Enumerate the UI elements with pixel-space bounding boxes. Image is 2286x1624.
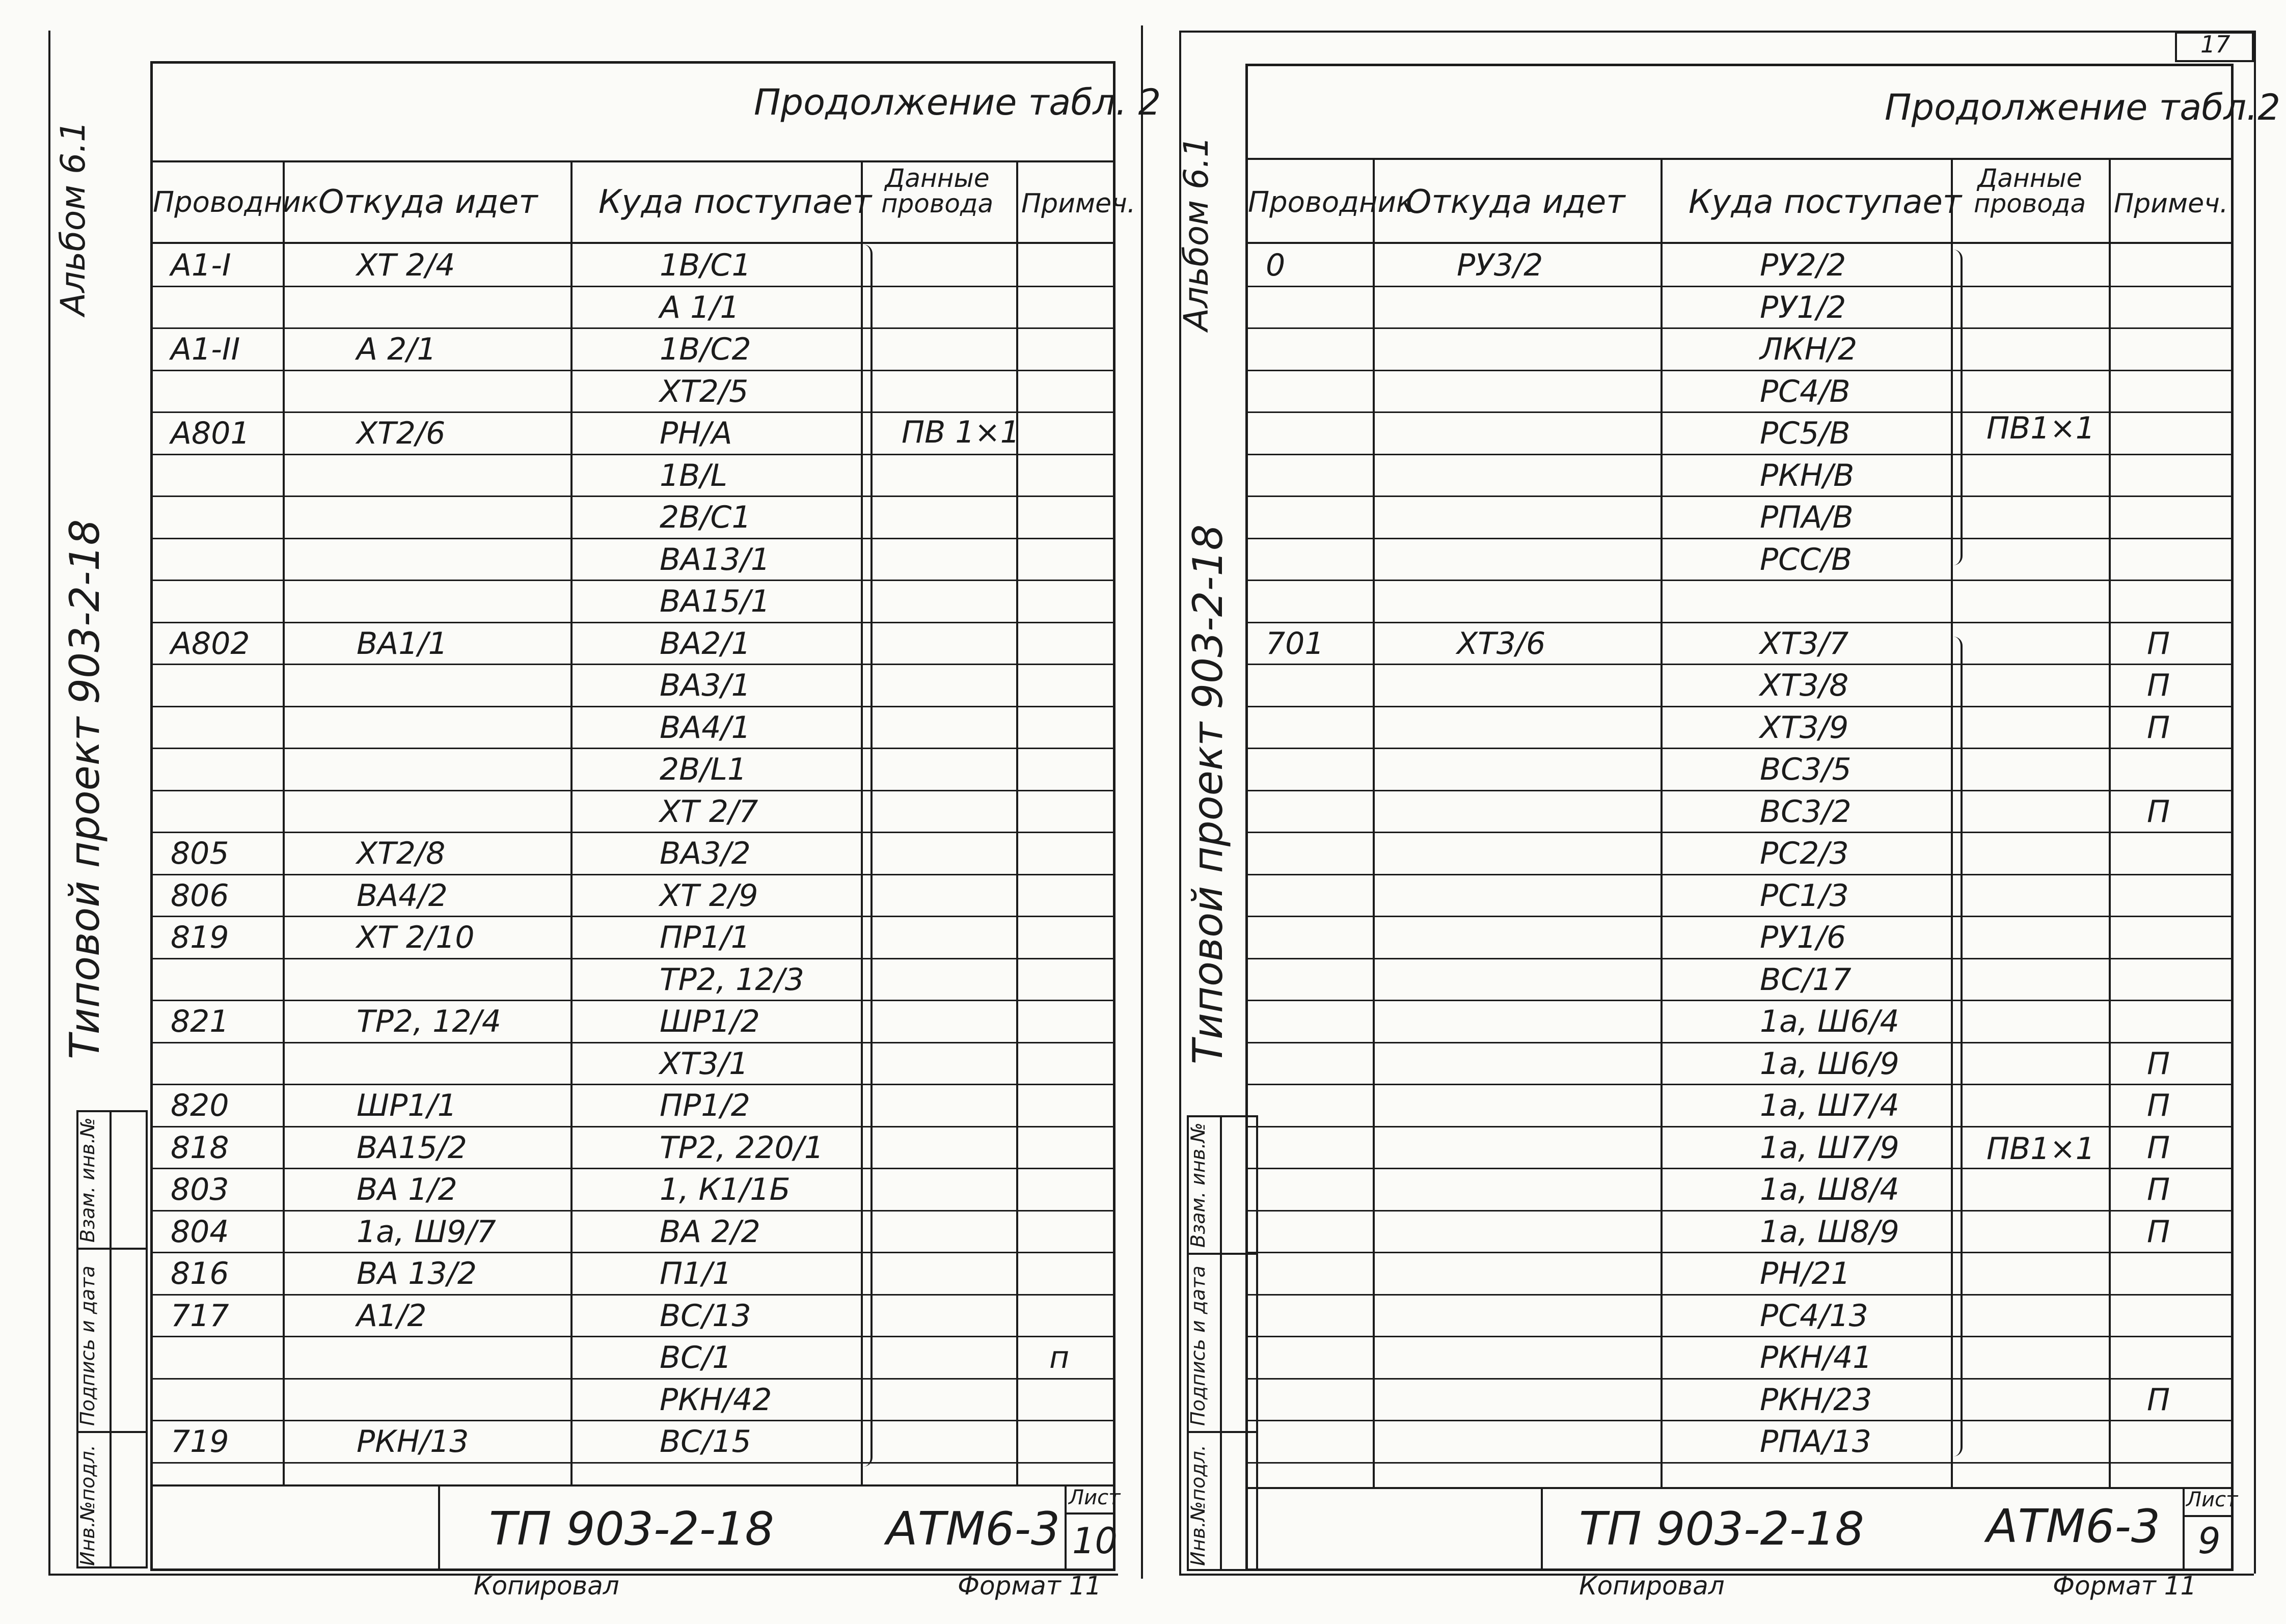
cell-note: П <box>2147 1382 2170 1418</box>
cell-to: ТР2, 12/3 <box>660 961 804 998</box>
cell-from: ВА 1/2 <box>357 1172 457 1207</box>
row-divider <box>1245 1378 2234 1380</box>
cell-to: ВС/17 <box>1760 961 1852 998</box>
cell-conductor: 701 <box>1266 625 1324 662</box>
row-divider <box>1245 664 2234 665</box>
cell-conductor: А1-I <box>171 247 231 283</box>
cell-conductor: А801 <box>171 416 250 451</box>
cell-from: ШР1/1 <box>357 1088 457 1123</box>
cell-to: РС4/13 <box>1760 1298 1868 1334</box>
cell-from: ХТ2/6 <box>357 416 446 451</box>
row-divider <box>1245 1042 2234 1043</box>
row-divider <box>1245 832 2234 833</box>
cell-to: ХТ2/5 <box>660 373 749 409</box>
album-label: Альбом 6.1 <box>53 120 93 316</box>
cell-to: РКН/23 <box>1760 1382 1872 1418</box>
row-divider <box>150 1420 1115 1421</box>
col-header-to: Куда поступает <box>1689 183 1962 221</box>
row-divider <box>1245 454 2234 455</box>
cell-to: А 1/1 <box>660 289 740 325</box>
cell-conductor: 719 <box>171 1424 229 1460</box>
col-header-from: Откуда идет <box>1406 183 1625 221</box>
sheet-number: 9 <box>2198 1520 2221 1562</box>
wire-data-label-2: ПВ1×1 <box>1986 1131 2095 1167</box>
stamp-inv-label: Инв.№подл. <box>76 1444 99 1566</box>
cell-conductor: 820 <box>171 1088 229 1123</box>
wire-data-brace <box>863 244 873 1467</box>
cell-conductor: 819 <box>171 920 229 955</box>
cell-conductor: А802 <box>171 625 250 662</box>
row-divider <box>1245 538 2234 539</box>
row-divider <box>150 1378 1115 1380</box>
cell-to: РКН/В <box>1760 457 1855 493</box>
cell-note: П <box>2147 709 2170 746</box>
cell-to: ХТ3/1 <box>660 1045 749 1082</box>
project-label: Типовой проект 903-2-18 <box>61 519 108 1059</box>
cell-from: ХТ3/6 <box>1457 625 1546 662</box>
cell-to: ВА3/2 <box>660 836 751 871</box>
cell-from: ХТ 2/10 <box>357 920 475 955</box>
footer-copied: Копировал <box>474 1571 619 1601</box>
row-divider <box>150 1042 1115 1043</box>
cell-from: А 2/1 <box>357 332 437 367</box>
cell-to: РКН/42 <box>660 1382 772 1418</box>
row-divider <box>150 1168 1115 1169</box>
stamp-inv-label: Инв.№подл. <box>1187 1444 1209 1566</box>
cell-to: ЛКН/2 <box>1760 332 1858 367</box>
cell-note: п <box>1049 1340 1070 1375</box>
cell-to: 1В/С2 <box>660 332 751 367</box>
cell-conductor: 818 <box>171 1130 229 1166</box>
cell-to: ВА2/1 <box>660 625 751 662</box>
cell-from: ВА 13/2 <box>357 1256 477 1291</box>
cell-from: ХТ 2/4 <box>357 247 455 283</box>
row-divider <box>150 832 1115 833</box>
row-divider <box>150 916 1115 917</box>
right-sheet <box>1141 0 2286 1624</box>
cell-to: 1а, Ш6/9 <box>1760 1045 1899 1082</box>
row-divider <box>150 1252 1115 1253</box>
title-block-code: ТП 903-2-18 <box>489 1502 774 1556</box>
cell-to: 2В/С1 <box>660 500 751 535</box>
cell-to: 1, К1/1Б <box>660 1172 791 1207</box>
cell-to: РУ1/6 <box>1760 920 1846 955</box>
row-divider <box>150 538 1115 539</box>
cell-to: РКН/41 <box>1760 1340 1872 1375</box>
continuation-title: Продолжение табл. 2 <box>754 81 1161 123</box>
cell-to: ХТ3/7 <box>1760 625 1849 662</box>
cell-from: ХТ2/8 <box>357 836 446 871</box>
cell-from: ТР2, 12/4 <box>357 1004 501 1039</box>
cell-to: П1/1 <box>660 1256 732 1291</box>
cell-to: ПР1/1 <box>660 920 750 955</box>
cell-to: ВС/13 <box>660 1298 751 1334</box>
row-divider <box>150 748 1115 749</box>
row-divider <box>1245 286 2234 287</box>
row-divider <box>150 1294 1115 1296</box>
cell-to: 1а, Ш8/9 <box>1760 1214 1899 1250</box>
cell-conductor: 804 <box>171 1214 229 1250</box>
row-divider <box>1245 1210 2234 1212</box>
cell-from: ВА4/2 <box>357 877 448 914</box>
sheet-label: Лист <box>2186 1488 2238 1511</box>
row-divider <box>150 1210 1115 1212</box>
cell-to: ХТ 2/9 <box>660 877 758 914</box>
row-divider <box>150 286 1115 287</box>
wire-data-label: ПВ 1×1 <box>902 415 1020 450</box>
cell-note: П <box>2147 1088 2170 1123</box>
sheet-label: Лист <box>1069 1486 1121 1509</box>
row-divider <box>1245 874 2234 875</box>
cell-to: 2В/L1 <box>660 752 747 787</box>
footer-copied: Копировал <box>1579 1571 1725 1601</box>
title-block-code: ТП 903-2-18 <box>1579 1502 1864 1556</box>
page-number: 17 <box>2200 31 2230 58</box>
cell-note: П <box>2147 1214 2170 1250</box>
cell-from: РКН/13 <box>357 1424 469 1460</box>
cell-to: ВС3/5 <box>1760 752 1852 787</box>
album-label: Альбом 6.1 <box>1177 135 1216 331</box>
cell-conductor: 806 <box>171 877 229 914</box>
col-header-note: Примеч. <box>1021 188 1136 219</box>
footer-format: Формат 11 <box>958 1571 1102 1601</box>
cell-to: РПА/В <box>1760 500 1854 535</box>
cell-conductor: 717 <box>171 1298 229 1334</box>
cell-to: 1В/L <box>660 457 727 493</box>
cell-to: РУ2/2 <box>1760 247 1846 283</box>
cell-to: ВС/15 <box>660 1424 751 1460</box>
cell-to: 1а, Ш8/4 <box>1760 1172 1899 1207</box>
cell-to: РС2/3 <box>1760 836 1849 871</box>
wire-data-label-1: ПВ1×1 <box>1986 410 2095 446</box>
row-divider <box>1245 706 2234 707</box>
cell-to: ТР2, 220/1 <box>660 1130 824 1166</box>
sheet-number: 10 <box>1072 1520 1118 1562</box>
row-divider <box>150 580 1115 581</box>
cell-note: П <box>2147 1172 2170 1207</box>
continuation-title: Продолжение табл.2 <box>1885 87 2280 128</box>
cell-note: П <box>2147 1045 2170 1082</box>
row-divider <box>1245 916 2234 917</box>
col-header-conductor: Проводник <box>153 186 318 219</box>
cell-to: ХТ 2/7 <box>660 793 758 830</box>
row-divider <box>1245 958 2234 959</box>
cell-to: ХТ3/9 <box>1760 709 1849 746</box>
stamp-sign-label: Подпись и дата <box>1187 1265 1209 1426</box>
row-divider <box>1245 1420 2234 1421</box>
cell-from: РУ3/2 <box>1457 247 1543 283</box>
cell-note: П <box>2147 668 2170 703</box>
cell-to: ВС/1 <box>660 1340 732 1375</box>
cell-conductor: 803 <box>171 1172 229 1207</box>
col-header-conductor: Проводник <box>1248 186 1413 219</box>
cell-note: П <box>2147 793 2170 830</box>
cell-conductor: 805 <box>171 836 229 871</box>
row-divider <box>150 370 1115 371</box>
row-divider <box>1245 1000 2234 1001</box>
title-block-mark: АТМ6-3 <box>886 1502 1060 1556</box>
cell-to: 1а, Ш7/4 <box>1760 1088 1899 1123</box>
cell-to: ПР1/2 <box>660 1088 750 1123</box>
row-divider <box>150 958 1115 959</box>
left-table-frame <box>150 61 1115 1571</box>
cell-note: П <box>2147 625 2170 662</box>
row-divider <box>1245 1126 2234 1127</box>
row-divider <box>150 664 1115 665</box>
left-outer-border <box>48 31 50 1574</box>
title-block-mark: АТМ6-3 <box>1986 1500 2161 1553</box>
cell-to: РСС/В <box>1760 541 1853 577</box>
cell-from: А1/2 <box>357 1298 427 1334</box>
row-divider <box>150 1336 1115 1337</box>
cell-conductor: 821 <box>171 1004 229 1039</box>
cell-conductor: 0 <box>1266 247 1286 283</box>
cell-to: ХТ3/8 <box>1760 668 1849 703</box>
cell-to: 1а, Ш7/9 <box>1760 1130 1899 1166</box>
row-divider <box>150 327 1115 329</box>
row-divider <box>150 706 1115 707</box>
cell-to: ВА 2/2 <box>660 1214 760 1250</box>
cell-to: РС4/В <box>1760 373 1850 409</box>
cell-to: ВА15/1 <box>660 584 770 619</box>
row-divider <box>1245 1252 2234 1253</box>
col-header-data: Данные провода <box>1973 163 2086 218</box>
cell-to: ВА4/1 <box>660 709 751 746</box>
cell-from: 1а, Ш9/7 <box>357 1214 496 1250</box>
cell-to: 1а, Ш6/4 <box>1760 1004 1899 1039</box>
col-header-from: Откуда идет <box>318 183 538 221</box>
row-divider <box>150 454 1115 455</box>
cell-to: РПА/13 <box>1760 1424 1871 1460</box>
stamp-sign-label: Подпись и дата <box>76 1265 99 1426</box>
row-divider <box>150 496 1115 497</box>
col-header-data: Данные провода <box>881 163 994 218</box>
row-divider <box>1245 1084 2234 1085</box>
cell-conductor: 816 <box>171 1256 229 1291</box>
right-table-frame <box>1245 64 2234 1571</box>
row-divider <box>1245 748 2234 749</box>
row-divider <box>1245 496 2234 497</box>
row-divider <box>1245 370 2234 371</box>
row-divider <box>1245 1336 2234 1337</box>
cell-to: ВА13/1 <box>660 541 770 577</box>
row-divider <box>1245 327 2234 329</box>
row-divider <box>150 1126 1115 1127</box>
row-divider <box>150 790 1115 791</box>
cell-conductor: А1-II <box>171 332 240 367</box>
cell-to: РН/21 <box>1760 1256 1850 1291</box>
row-divider <box>150 1462 1115 1464</box>
row-divider <box>1245 1294 2234 1296</box>
stamp-replace-label: Взам. инв.№ <box>76 1117 99 1243</box>
col-header-to: Куда поступает <box>598 183 872 221</box>
row-divider <box>150 1084 1115 1085</box>
row-divider <box>1245 1462 2234 1464</box>
wire-data-brace-2 <box>1953 637 1963 1456</box>
cell-to: РУ1/2 <box>1760 289 1846 325</box>
cell-to: РС1/3 <box>1760 877 1849 914</box>
cell-to: РН/А <box>660 416 732 451</box>
row-divider <box>150 622 1115 623</box>
wire-data-brace-1 <box>1953 250 1963 565</box>
cell-to: РС5/В <box>1760 416 1850 451</box>
col-header-note: Примеч. <box>2114 188 2228 219</box>
row-divider <box>1245 622 2234 623</box>
cell-to: 1В/С1 <box>660 247 751 283</box>
cell-to: ВА3/1 <box>660 668 751 703</box>
row-divider <box>150 1000 1115 1001</box>
stamp-replace-label: Взам. инв.№ <box>1187 1122 1209 1248</box>
cell-from: ВА1/1 <box>357 625 448 662</box>
cell-to: ШР1/2 <box>660 1004 760 1039</box>
project-label: Типовой проект 903-2-18 <box>1184 524 1232 1064</box>
cell-from: ВА15/2 <box>357 1130 467 1166</box>
cell-note: П <box>2147 1130 2170 1166</box>
row-divider <box>1245 580 2234 581</box>
cell-to: ВС3/2 <box>1760 793 1852 830</box>
row-divider <box>1245 790 2234 791</box>
footer-format: Формат 11 <box>2053 1571 2197 1601</box>
row-divider <box>150 874 1115 875</box>
